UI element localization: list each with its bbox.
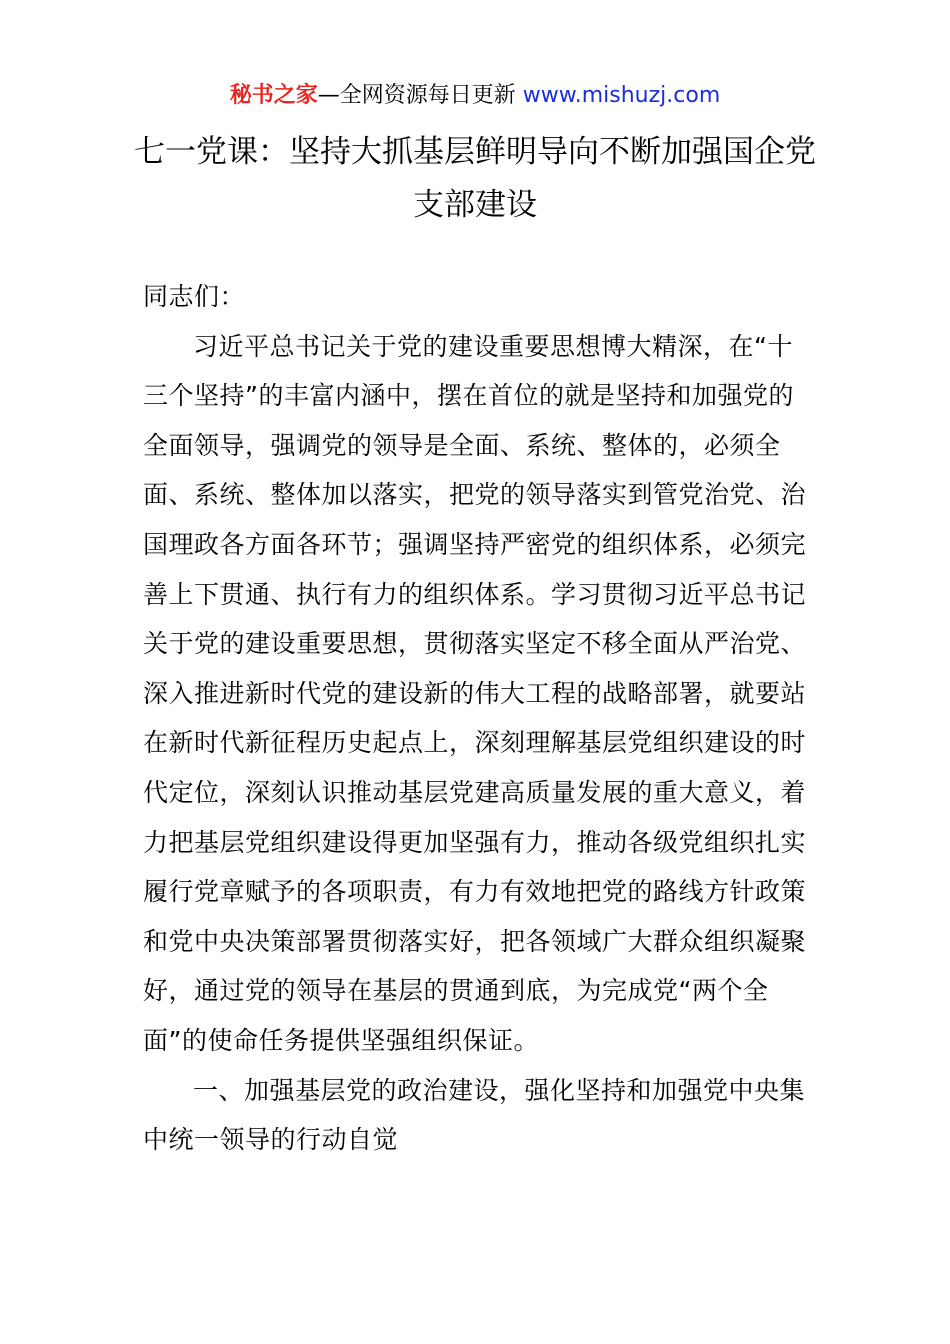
section-heading: 一、加强基层党的政治建设，强化坚持和加强党中央集中统一领导的行动自觉 [143,1075,806,1155]
document-title: 七一党课：坚持大抓基层鲜明导向不断加强国企党支部建设 [134,134,816,223]
site-url-link[interactable]: www.mishuzj.com [522,83,721,108]
site-header [0,80,950,112]
document-body [143,272,808,1165]
body-paragraph: 习近平总书记关于党的建设重要思想博大精深，在“十三个坚持”的丰富内涵中，摆在首位的就是坚持和加强党的全面领导，强调党的领导是全面、系统、整体的，必须全面、系统、整体加以落实，把党的领导落实到管党治党、治国理政各方面各环节；强调坚持严密党的组织体系，必须完善上下贯通、执行有力的组织体系。学习贯彻习近平总书记关于党的建设重要思想，贯彻落实坚定不移全面从严治党、深入推进新时代党的建设新的伟大工程的战略部署，就要站在新时代新征程历史起点上，深刻理解基层党组织建设的时代定位，深刻认识推动基层党建高质量发展的重大意义，着力把基层党组织建设得更加坚强有力，推动各级党组织扎实履行党章赋予的各项职责，有力有效地把党的路线方针政策和党中央决策部署贯彻落实好，把各领域广大群众组织凝聚好，通过党的领导在基层的贯通到底，为完成党“两个全面”的使命任务提供坚强组织保证。 [143,331,807,1055]
site-tagline: —全网资源每日更新 [317,83,523,108]
site-brand: 秘书之家 [229,83,318,108]
salutation: 同志们： [143,282,246,311]
